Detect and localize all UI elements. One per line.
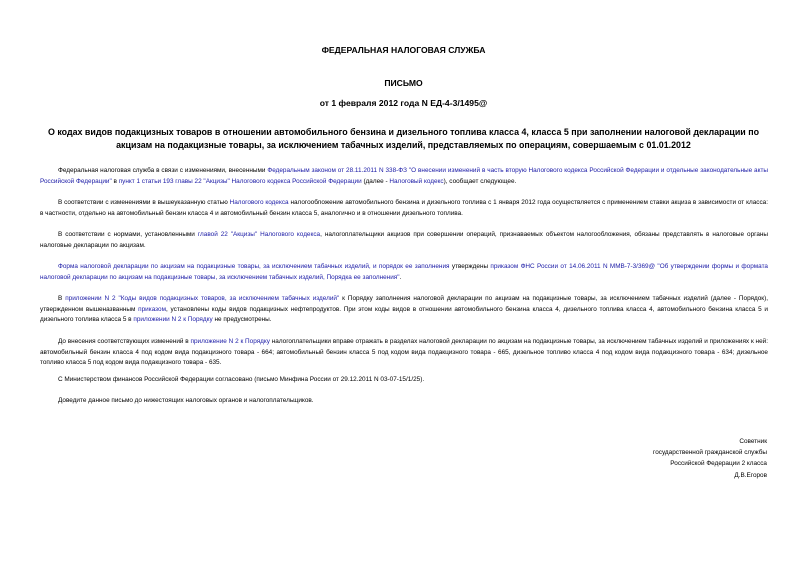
paragraph-text: В соответствии с нормами, установленными (58, 231, 198, 238)
link-tax-code[interactable]: Налогового кодекса (229, 199, 289, 206)
signature-block (653, 436, 767, 481)
paragraph-text: в (111, 177, 119, 185)
link-appendix-2-procedure[interactable]: приложение N 2 к Порядку (190, 338, 270, 345)
paragraph-8: Доведите данное письмо до нижестоящих налоговых органов и налогоплательщиков. (58, 397, 314, 404)
link-tax-code[interactable]: Налоговый кодекс (389, 177, 444, 185)
agency-title: ФЕДЕРАЛЬНАЯ НАЛОГОВАЯ СЛУЖБА (321, 45, 486, 55)
paragraph-text: Федеральная налоговая служба в связи с изменениями, внесенными (58, 167, 268, 174)
link-chapter-22[interactable]: главой 22 "Акцизы" Налогового кодекса (197, 231, 321, 238)
paragraph-4 (40, 262, 768, 283)
paragraph-text: В соответствии с изменениями в вышеуказанную статью (58, 199, 230, 206)
paragraph-5 (40, 294, 768, 326)
signature-title: Советник (739, 438, 767, 445)
link-order[interactable]: приказом (138, 305, 166, 313)
document-subject: О кодах видов подакцизных товаров в отношении автомобильного бензина и дизельного топлива класса 4, класса 5 при заполнении налоговой декларации по акцизам на подакцизные товары, за исключением табачных изделий, представляемых по операциям, совершаемым с 01.01.2012 (47, 127, 760, 150)
document-date-number: от 1 февраля 2012 года N ЕД-4-3/1495@ (319, 98, 488, 108)
paragraph-text: ), сообщает следующее. (443, 177, 517, 185)
paragraph-2 (40, 198, 768, 219)
paragraph-text: . (399, 273, 402, 281)
link-appendix-2-procedure[interactable]: приложении N 2 к Порядку (133, 316, 213, 324)
link-declaration-form[interactable]: Форма налоговой декларации по акцизам на подакцизные товары, за исключением табачных изделий, и порядок ее заполнения (58, 263, 450, 270)
paragraph-text: налогоплательщики вправе отражать в разделах налоговой декларации по акцизам на подакцизные товары, за исключением табачных изделий и приложениях к ней: автомобильный бензин класса 4 под кодом вида подакцизного товара - 664; автомобильный бензин класса 5 под кодом вида подакцизного товара - 665, дизельное топливо класса 4 под кодом вида подакцизного товара - 634; дизельное топливо класса 5 под кодом вида подакцизного товара - 635. (40, 338, 768, 367)
paragraph-text: налогообложение автомобильного бензина и дизельного топлива с 1 января 2012 года осуществляется с применением ставки акциза в зависимости от класса: в частности, отдельно на автомобильный бензин класса 4 и автомобильный бензин класса 5, аналогично и в отношении дизельного топлива. (40, 199, 768, 217)
paragraph-text: (далее - (361, 177, 390, 185)
paragraph-text: , установлены коды видов подакцизных нефтепродуктов. При этом коды видов в отношении автомобильного бензина класса 4, дизельного топлива класса 4, автомобильного бензина класса 5 и дизельного топлива класса 5 в (40, 305, 769, 324)
paragraph-text: В (58, 295, 66, 302)
paragraph-text: к Порядку заполнения налоговой декларации по акцизам на подакцизные товары, за исключением табачных изделий (далее - Порядок), утвержденном вышеназванным (40, 295, 768, 313)
link-appendix-2[interactable]: приложении N 2 "Коды видов подакцизных товаров, за исключением табачных изделий" (65, 295, 340, 302)
paragraph-6 (40, 337, 768, 369)
link-article-193[interactable]: пункт 1 статьи 193 главы 22 "Акцизы" Налогового кодекса Российской Федерации (118, 177, 362, 185)
document-type: ПИСЬМО (384, 78, 423, 88)
paragraph-text: , налогоплательщики акцизов при совершении операций, признаваемых объектом налогообложения, обязаны представлять в налоговые органы налоговые декларации по акцизам. (40, 231, 768, 249)
paragraph-text: До внесения соответствующих изменений в (58, 338, 191, 345)
link-federal-law-338[interactable]: Федеральным законом от 28.11.2011 N 338-ФЗ "О внесении изменений в часть вторую Налогового кодекса Российской Федерации и отдельные законодательные акты Российской Федерации" (40, 167, 768, 185)
link-fns-order[interactable]: приказом ФНС России от 14.06.2011 N ММВ-7-3/369@ "Об утверждении формы и формата налоговой декларации по акцизам на подакцизные товары, за исключением табачных изделий, Порядка ее заполнения" (40, 263, 768, 281)
paragraph-text: утверждены (449, 263, 491, 270)
paragraph-text: не предусмотрены. (212, 316, 272, 324)
signature-class: Российской Федерации 2 класса (670, 460, 767, 468)
signature-name: Д.В.Егоров (734, 471, 767, 479)
paragraph-1 (40, 166, 768, 187)
paragraph-3 (40, 230, 768, 251)
paragraph-7: С Министерством финансов Российской Федерации согласовано (письмо Минфина России от 29.12.2011 N 03-07-15/1/25). (58, 376, 425, 383)
signature-rank: государственной гражданской службы (653, 449, 767, 457)
